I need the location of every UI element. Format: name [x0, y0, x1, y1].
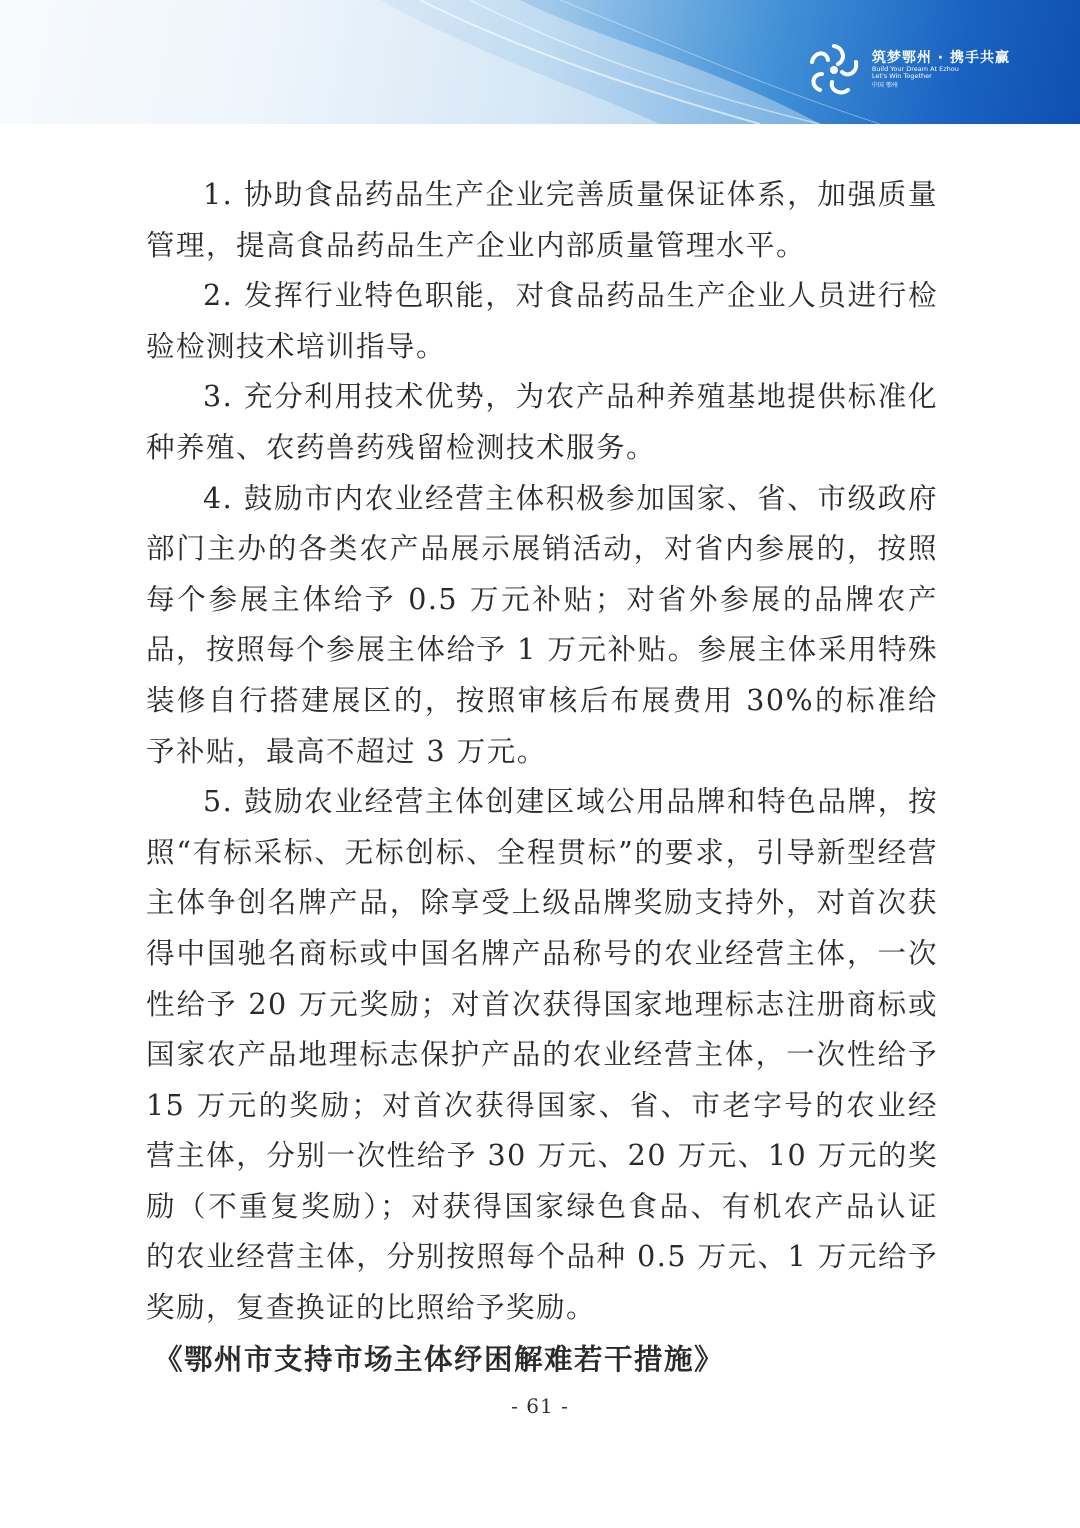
- paragraph-1: 1. 协助食品药品生产企业完善质量保证体系，加强质量管理，提高食品药品生产企业内部质量管理水平。: [146, 178, 938, 262]
- logo-slogan-cn: 筑梦鄂州 · 携手共赢: [871, 49, 1010, 66]
- paragraph-4: 4. 鼓励市内农业经营主体积极参加国家、省、市级政府部门主办的各类农产品展示展销活动，对省内参展的，按照每个参展主体给予 0.5 万元补贴；对省外参展的品牌农产品，按照每个参展主体给予 1 万元补贴。参展主体采用特殊装修自行搭建展区的，按照审核后布展费用 30%的标准给予补贴，最高不超过 3 万元。: [146, 481, 938, 768]
- page-number: - 61 -: [511, 1394, 569, 1418]
- document-title: 《鄂州市支持市场主体纾困解难若干措施》: [154, 1341, 725, 1376]
- paragraph-2: 2. 发挥行业特色职能，对食品药品生产企业人员进行检验检测技术培训指导。: [146, 279, 938, 363]
- logo-slogan-en-2: Let's Win Together: [871, 72, 932, 81]
- document-body: [146, 170, 938, 1384]
- logo-slogan-en-1: Build Your Dream At Ezhou: [871, 65, 959, 74]
- flower-logo-icon: [802, 38, 866, 102]
- paragraph-5: 5. 鼓励农业经营主体创建区域公用品牌和特色品牌，按照“有标采标、无标创标、全程贯标”的要求，引导新型经营主体争创名牌产品，除享受上级品牌奖励支持外，对首次获得中国驰名商标或中国名牌产品称号的农业经营主体，一次性给予 20 万元奖励；对首次获得国家地理标志注册商标或国家农产品地理标志保护产品的农业经营主体，一次性给予 15 万元的奖励；对首次获得国家、省、市老字号的农业经营主体，分别一次性给予 30 万元、20 万元、10 万元的奖励（不重复奖励）；对获得国家绿色食品、有机农产品认证的农业经营主体，分别按照每个品种 0.5 万元、1 万元给予奖励，复查换证的比照给予奖励。: [146, 785, 938, 1325]
- logo-text: [872, 51, 1010, 89]
- header-logo: [802, 38, 1010, 102]
- paragraph-3: 3. 充分利用技术优势，为农产品种养殖基地提供标准化种养殖、农药兽药残留检测技术服务。: [146, 380, 938, 464]
- header-banner: [0, 0, 1080, 124]
- logo-location: 中国 鄂州: [871, 81, 898, 89]
